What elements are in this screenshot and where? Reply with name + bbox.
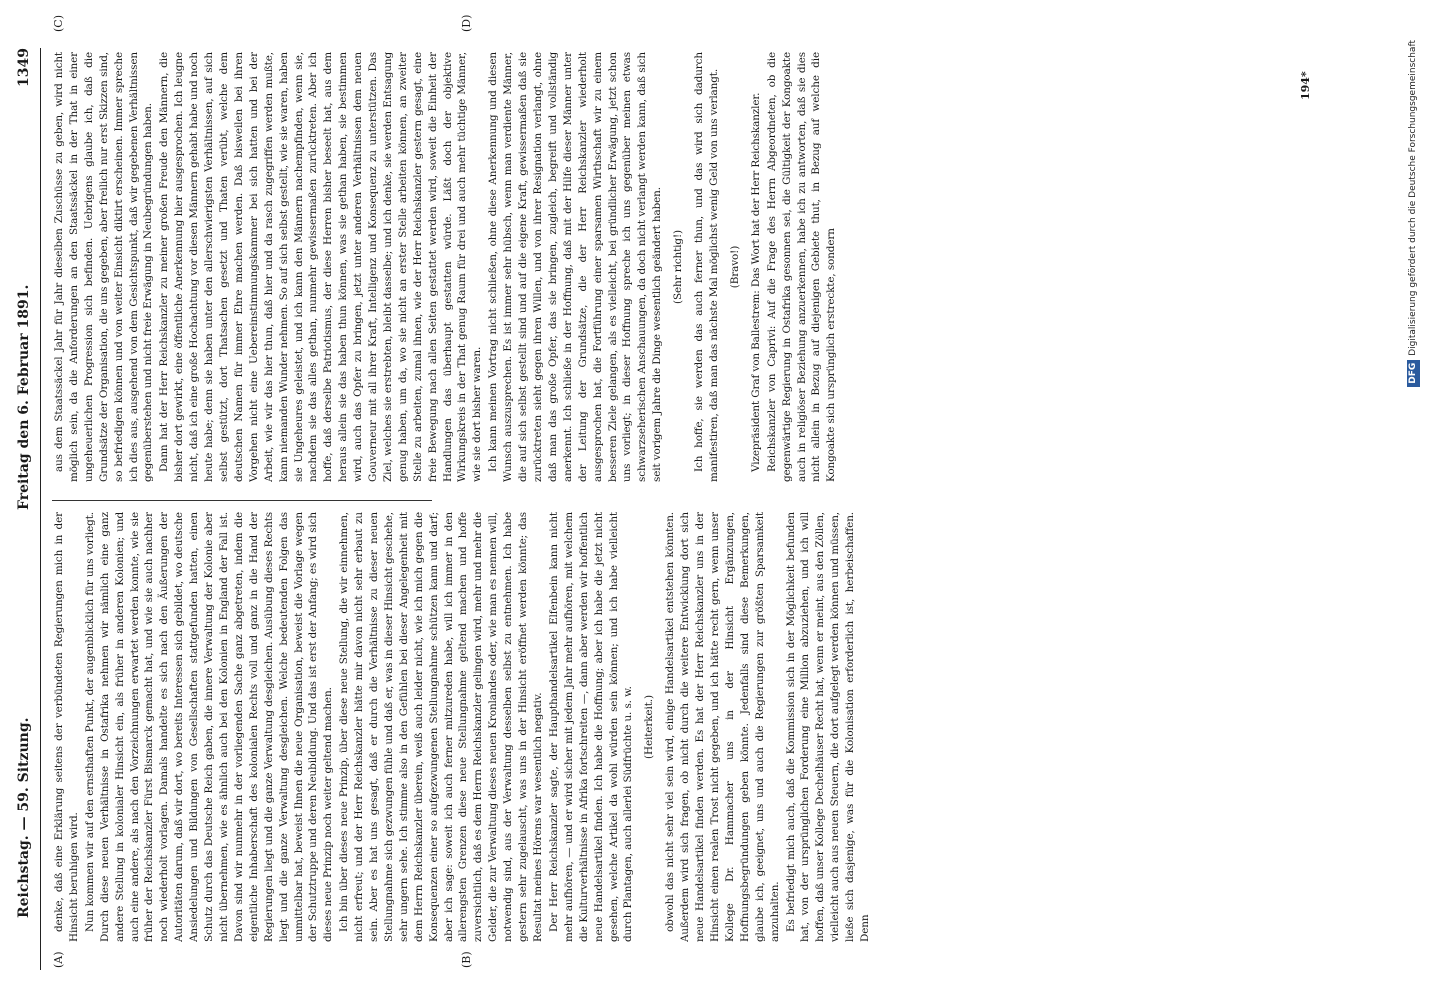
right-column [52, 52, 932, 482]
margin-mark-a: (A) [52, 951, 65, 968]
header-date: Freitag den 6. Februar 1891. [16, 284, 32, 510]
header-left: Reichstag. — 59. Sitzung. [16, 717, 32, 918]
paragraph: obwohl das nicht sehr viel sein wird, einige Handelsartikel entstehen könnten. Außerdem wird sich fragen, ob nicht durch die weitere Entwicklung dort sich neue Handelsartikel finden werden. Es hat der Herr Reichskanzler uns in der Hinsicht einen realen Trost nicht gegeben, und ich hätte recht gern, wenn unser Kollege Dr. Hammacher uns in der Hinsicht Ergänzungen, Hoffnungsbegründungen geben könnte. Jedenfalls sind diese Bemerkungen, glaube ich, geeignet, uns und auch die Regierungen zur größten Sparsamkeit anzuhalten. [664, 512, 781, 942]
interjection: (Sehr richtig!) [672, 230, 685, 304]
paragraph: Nun kommen wir auf den ernsthaften Punkt, der augenblicklich für uns vorliegt. Durch diese neuen Verhältnisse in Ostafrika nehmen wir nämlich eine ganz andere Stellung in kolonialer Hinsicht ein, als früher in anderen Kolonien; und auch eine andere, als nach den Vorzeichnungen erwartet werden konnte, wie sie früher der Reichskanzler Fürst Bismarck gemacht hat, und wie sie auch nachher noch wiederholt vorlagen. Damals handelte es sich nach den Äußerungen der Autoritäten darum, daß wir dort, wo bereits Interessen sich gebildet, wo deutsche Ansiedelungen und Bildungen von Gesellschaften stattgefunden hatten, einen Schutz durch das Deutsche Reich gaben, die innere Verwaltung der Kolonie aber nicht übernehmen, wie es ähnlich auch bei den Kolonien in England der Fall ist. Davon sind wir nunmehr in der vorliegenden Sache ganz abgetreten, indem die eigentliche Inhaberschaft des kolonialen Rechts voll und ganz in die Hand der Regierungen liegt und die ganze Verwaltung desgleichen. Ausübung dieses Rechts liegt und die ganze Verwaltung desgleichen. Welche bedeutenden Folgen das unmittelbar hat, beweist Ihnen die neue Organisation, beweist die Vorlage wegen der Schutztruppe und deren Neubildung. Und das ist erst der Anfang; es wird sich dieses neue Prinzip noch weiter geltend machen. [83, 512, 335, 942]
digitization-text: Digitalisierung gefördert durch die Deutsche Forschungsgemeinschaft [1408, 40, 1418, 356]
paragraph: aus dem Staatssäckel Jahr für Jahr dieselben Zuschüsse zu geben, wird nicht möglich sein, da die Anforderungen an den Staatssäckel in der That in einer ungeheuerlichen Progression sich befinden. Uebrigens glaube ich, daß die Grundsätze der Organisation, die uns gegeben, aber freilich nur erst Skizzen sind, so befriedigen können und von weiter Einsicht diktirt erscheinen. Immer spreche ich dies aus, ausgehend von dem Gesichtspunkt, daß wir gegebenen Verhältnissen gegenüberstehen und nicht freie Erwägung in Neubegründungen haben. [53, 52, 155, 482]
paragraph: Ich kann meinen Vortrag nicht schließen, ohne diese Anerkennung und diesen Wunsch auszusprechen. Es ist immer sehr hübsch, wenn man verdiente Männer, die auf sich selbst gestellt sind und auf die eigene Kraft, gewissermaßen daß sie zurücktreten sieht gegen ihren Willen, und von ihrer Resignation verlangt, ohne daß man das große Opfer, das sie bringen, zugleich, begreift und vollständig anerkennt. Ich schließe in der Hoffnung, daß mit der Hilfe dieser Männer unter der Leitung der Grundsätze, die der Herr Reichskanzler wiederholt ausgesprochen hat, die Fortführung einer sparsamen Wirthschaft wir zu einem besseren Ziele gelangen, als es vielleicht, bei gründlicher Erwägung, jetzt schon uns vorliegt; in dieser Hoffnung spreche ich uns gegenüber meinen etwas schwarzseherischen Anschauungen, da doch nicht verlangt werden kann, daß sich seit vorigem Jahre die Dinge wesentlich geändert haben. [487, 52, 664, 482]
footnote-mark: 194* [1299, 71, 1312, 100]
paragraph: Es befriedigt mich auch, daß die Kommission sich in der Möglichkeit befunden hat, von der ursprünglichen Forderung eine Million abzuziehen, und ich will hoffen, daß unser Kollege Dechelhäuser Recht hat, wenn er meint, aus den Zöllen, vielleicht auch aus neuen Steuern, die dort aufgelegt werden können und müssen, ließe sich dasjenige, was für die Kolonisation erforderlich ist, herbeischaffen. Denn [784, 512, 872, 942]
left-column [52, 512, 932, 942]
paragraph: Vizepräsident Graf von Ballestrem: Das Wort hat der Herr Reichskanzler. [749, 92, 762, 472]
margin-mark-b: (B) [460, 951, 473, 968]
interjection: (Bravo!) [728, 245, 741, 289]
margin-mark-d: (D) [460, 14, 473, 32]
digitization-note [1402, 0, 1424, 1000]
column-separator [52, 500, 432, 501]
paragraph: Dann hat der Herr Reichskanzler zu meiner großen Freude den Männern, die bisher dort gewirkt, eine öffentliche Anerkennung hier ausgesprochen. Ich leugne nicht, daß ich eine große Hochachtung vor diesen Männern gehabt habe und noch heute habe; denn sie haben unter den allerschwierigsten Verhältnissen, auf sich selbst gestützt, dort Thatsachen gesetzt und Thaten verübt, welche dem deutschen Namen für immer Ehre machen werden. Daß bisweilen bei ihren Vorgehen nicht eine Uebereinstimmungskammer bei sich hatten und bei der Arbeit, wie wir das hier thun, daß hier und da rasch zugegriffen werden mußte, kann niemanden Wunder nehmen. So auf sich selbst gestellt, wie sie waren, haben sie Ungeheures geleistet, und ich kann den Männern nachempfinden, wenn sie, nachdem sie das alles gethan, nunmehr gewissermaßen zurücktreten. Aber ich hoffe, daß derselbe Patriotismus, der diese Herren bisher beseelt hat, aus dem heraus allein sie das haben thun können, was sie gethan haben, sie bestimmen wird, auch das Opfer zu bringen, jetzt unter anderen Verhältnissen dem neuen Gouverneur mit all ihrer Kraft, Intelligenz und Konsequenz zu unterstützen. Das Ziel, welches sie erstrebten, bleibt dasselbe; und ich denke, sie werden Entsagung genug haben, um da, wo sie nicht an erster Stelle arbeiten können, an zweiter Stelle zu arbeiten, zumal ihnen, wie der Herr Reichskanzler gestern gesagt, eine freie Bewegung nach allen Seiten gestattet werden wird, soweit die Einheit der Handlungen das überhaupt gestatten würde. Läßt doch der objektive Wirkungskreis in der That genug Raum für drei und auch mehr tüchtige Männer, wie sie dort bisher waren. [158, 52, 484, 482]
page-number: 1349 [16, 48, 32, 87]
dfg-logo: DFG [1407, 360, 1420, 387]
interjection: (Heiterkeit.) [643, 695, 656, 759]
paragraph: Ich bin über dieses neue Prinzip, über diese neue Stellung, die wir einnehmen, nicht erfreut; und der Herr Reichskanzler hätte mir davon nicht sehr erbaut zu sein. Aber es hat uns gesagt, daß er durch die Verhältnisse zu dieser neuen Stellungnahme sich gezwungen fühle und daß er, was in dieser Hinsicht geschehe, sehr ungern sehe. Ich stimme also in den Gefühlen bei dieser Angelegenheit mit dem Herrn Reichskanzler überein, weiß auch leider nicht, wie ich mich gegen die Konsequenzen einer so aufgezwungenen Stellungnahme schützen kann und darf; aber ich sage: soweit ich auch ferner mitzureden habe, will ich immer in den allerengsten Grenzen diese neue Stellungnahme geltend machen und hoffe zuversichtlich, daß es dem Herrn Reichskanzler gelingen wird, mehr und mehr die Gelder, die zur Verwaltung dieses neuen Kronlandes oder, wie man es nennen will, notwendig sind, aus der Verwaltung desselben selbst zu entnehmen. Ich habe gestern sehr zugelauscht, was uns in der Hinsicht eröffnet werden könnte; das Resultat meines Hörens war wesentlich negativ. [338, 512, 544, 942]
paragraph: Reichskanzler von Caprivi: Auf die Frage des Herrn Abgeordneten, ob die gegenwärtige Regierung in Ostafrika gesonnen sei, die Gültigkeit der Kongoakte auch in religiöser Beziehung anzuerkennen, habe ich zu antworten, daß sie dies nicht allein in Bezug auf diejenigen Gebiete thut, in Bezug auf welche die Kongoakte sich ursprünglich erstreckte, sondern [765, 52, 838, 482]
paragraph: Ich hoffe, sie werden das auch ferner thun, und das wird sich dadurch manifestiren, daß man das nächste Mal möglichst wenig Geld von uns verlangt. [693, 52, 720, 482]
paragraph: denke, daß eine Erklärung seitens der verbündeten Regierungen mich in der Hinsicht beruhigen wird. [53, 512, 80, 942]
margin-mark-c: (C) [52, 15, 65, 32]
page-header [14, 48, 41, 970]
paragraph: Der Herr Reichskanzler sagte, der Haupthandelsartikel Elfenbein kann nicht mehr aufhören, — und er wird sicher mit jedem Jahr mehr aufhören, mit welchem die Kulturverhältnisse in Afrika fortschreiten —, dann aber werden wir hoffentlich neue Handelsartikel finden. Ich habe die Hoffnung; aber ich habe die jetzt nicht gesehen, welche Artikel da wohl würden sein können; und ich habe vielleicht durch Plantagen, auch allerlei Südfrüchte u. s. w. [547, 512, 635, 942]
